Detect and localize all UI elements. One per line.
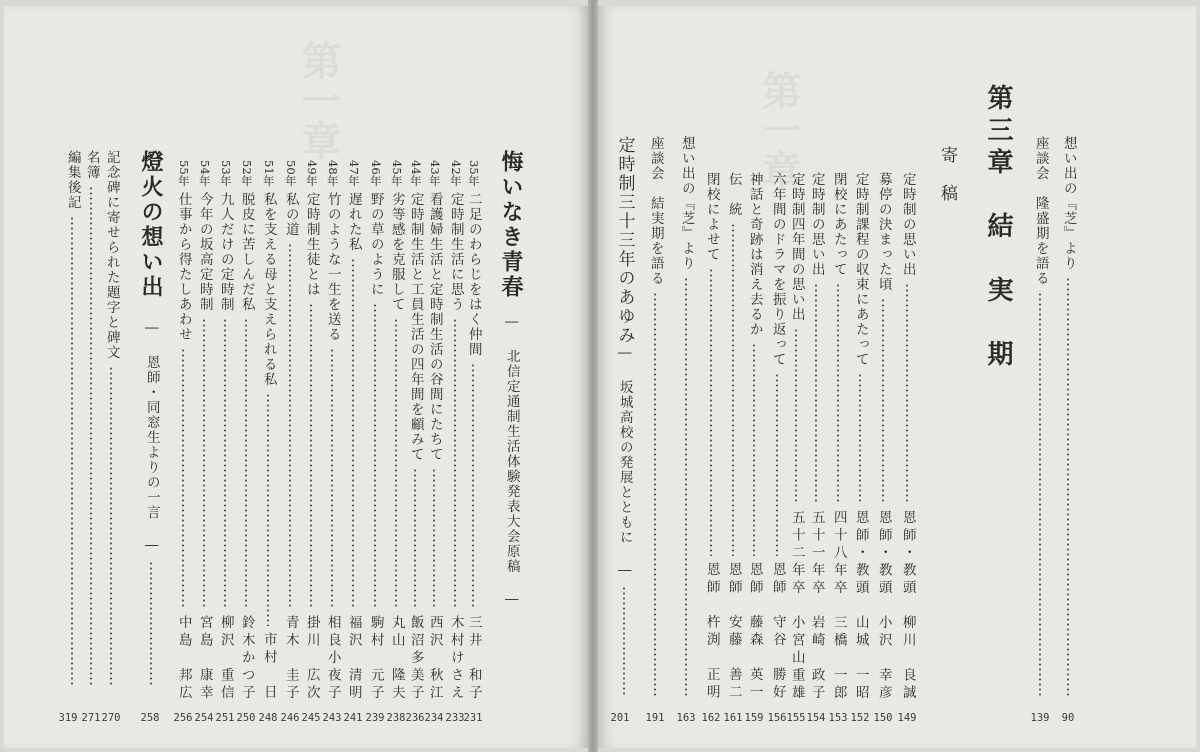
- toc-entry[interactable]: [1055, 136, 1081, 702]
- leader-dots: [352, 258, 354, 608]
- toc-entry[interactable]: [59, 150, 85, 692]
- leader-dots: [71, 216, 73, 686]
- ghost-text: 第一章: [295, 40, 342, 160]
- entry-title: 仕事から得たしあわせ: [175, 192, 192, 343]
- page-number: 248: [258, 712, 278, 724]
- leader-dots: [623, 586, 625, 696]
- entry-title: 遅れた私: [345, 192, 362, 253]
- toc-entry[interactable]: [642, 136, 668, 702]
- leader-dots: [203, 318, 205, 608]
- toc-entry[interactable]: [894, 172, 920, 702]
- leader-dots: [795, 328, 797, 504]
- entry-title: 名簿: [83, 150, 100, 180]
- entry-title: 記念碑に寄せられた題字と碑文: [103, 150, 120, 360]
- chapter-title: 第三章 結 実 期: [983, 84, 1013, 372]
- section-title: 燈火の想い出: [138, 150, 164, 300]
- toc-entry[interactable]: [870, 172, 896, 702]
- entry-title: 今年の坂高定時制: [196, 192, 213, 313]
- leader-dots: [395, 318, 397, 608]
- entry-title: 定時制三十三年のあゆみ: [614, 136, 635, 345]
- toc-entry[interactable]: [611, 136, 637, 702]
- page-number: 254: [194, 712, 214, 724]
- entry-author: 丸山 隆夫: [388, 614, 405, 702]
- entry-year: 35年: [466, 160, 481, 187]
- page-number: 241: [343, 712, 363, 724]
- entry-author: 三井 和子: [465, 614, 482, 702]
- entry-year: 47年: [346, 160, 361, 187]
- entry-title: 定時制の思い出: [808, 172, 825, 277]
- entry-title: 九人だけの定時制: [217, 192, 234, 313]
- page-number: 258: [140, 712, 160, 724]
- entry-author: 木村けさえ: [447, 614, 464, 702]
- entry-title: 脱皮に苦しんだ私: [238, 192, 255, 313]
- entry-author: 恩師・教頭 柳川 良誠: [899, 509, 916, 702]
- leader-dots: [815, 283, 817, 504]
- entry-year: 50年: [283, 160, 298, 187]
- page-number: 236: [405, 712, 425, 724]
- entry-title: 劣等感を克服して: [388, 192, 405, 313]
- leader-dots: [267, 393, 269, 626]
- entry-title: 私の道: [282, 192, 299, 238]
- entry-title: 六年間のドラマを振り返って: [769, 172, 786, 367]
- leader-dots: [654, 292, 656, 696]
- entry-author: 駒村 元子: [367, 614, 384, 702]
- entry-year: 53年: [218, 160, 233, 187]
- leader-dots: [837, 283, 839, 504]
- entry-author: 恩師・教頭 小沢 幸彦: [875, 509, 892, 702]
- page-number: 191: [645, 712, 665, 724]
- page-number: 256: [173, 712, 193, 724]
- entry-year: 43年: [427, 160, 442, 187]
- leader-dots: [685, 277, 687, 696]
- entry-year: 51年: [261, 160, 276, 187]
- entry-title: 私を支える母と支えられる私: [260, 192, 277, 388]
- entry-title: 募停の決まった頃: [875, 172, 892, 292]
- entry-title: 想い出の『芝』より: [1060, 136, 1077, 271]
- entry-author: 宮島 康幸: [196, 614, 213, 702]
- leader-dots: [245, 318, 247, 608]
- entry-author: 中島 邦広: [175, 614, 192, 702]
- entry-author: 恩師 安藤 善二: [725, 562, 742, 702]
- toc-entry[interactable]: [673, 136, 699, 702]
- toc-entry[interactable]: [1027, 136, 1053, 702]
- entry-author: 四十八年卒 三橋 一郎: [830, 509, 847, 702]
- leader-dots: [732, 223, 734, 556]
- entry-title: 定時制生徒とは: [303, 192, 320, 298]
- leader-dots: [1039, 292, 1041, 696]
- page-number: 162: [701, 712, 721, 724]
- page-number: 152: [850, 712, 870, 724]
- entry-author: 五十一年卒 岩崎 政子: [808, 509, 825, 702]
- leader-dots: [182, 348, 184, 608]
- page-number: 154: [806, 712, 826, 724]
- entry-year: 54年: [197, 160, 212, 187]
- entry-author: 掛川 広次: [303, 614, 320, 702]
- entry-year: 46年: [368, 160, 383, 187]
- page-number: 153: [828, 712, 848, 724]
- entry-author: 青木 圭子: [282, 614, 299, 702]
- page-number: 234: [424, 712, 444, 724]
- entry-title: 想い出の『芝』より: [678, 136, 695, 271]
- entry-title: 二足のわらじをはく仲間: [465, 192, 482, 358]
- leader-dots: [331, 348, 333, 608]
- leader-dots: [454, 318, 456, 608]
- page-number: 150: [873, 712, 893, 724]
- entry-title: 竹のような一生を送る: [324, 192, 341, 343]
- entry-title: 神話と奇跡は消え去るか: [746, 172, 763, 337]
- entry-author: 恩師 守谷 勝好: [769, 562, 786, 702]
- page-number: 90: [1061, 712, 1075, 724]
- entry-title: 定時制生活に思う: [447, 192, 464, 313]
- entry-year: 52年: [239, 160, 254, 187]
- entry-year: 42年: [448, 160, 463, 187]
- entry-author: 市村 日: [260, 632, 277, 702]
- entry-author: 五十二年卒 小宮山重雄: [788, 509, 805, 702]
- page-number: 163: [676, 712, 696, 724]
- leader-dots: [906, 283, 908, 504]
- book-gutter: [588, 0, 598, 752]
- entry-title: 定時制生活と工員生活の四年間を顧みて: [407, 192, 424, 463]
- toc-entry[interactable]: [138, 150, 164, 692]
- page-number: 246: [280, 712, 300, 724]
- ghost-text: 第一章: [755, 70, 802, 190]
- leader-dots: [882, 298, 884, 504]
- entry-title: 閉校にあたって: [830, 172, 847, 277]
- entry-title: 定時制四年間の思い出: [788, 172, 805, 322]
- entry-year: 48年: [325, 160, 340, 187]
- page-number: 238: [386, 712, 406, 724]
- entry-author: 飯沼多美子: [407, 614, 424, 702]
- page-number: 271: [81, 712, 101, 724]
- entry-title: 定時制の思い出: [899, 172, 916, 277]
- entry-author: 相良小夜子: [324, 614, 341, 702]
- page-number: 231: [463, 712, 483, 724]
- section-subtitle: ― 恩師・同窓生よりの一言 ―: [143, 320, 160, 555]
- leader-dots: [433, 468, 435, 608]
- entry-subtitle: ― 坂城高校の発展とともに ―: [616, 345, 633, 580]
- entry-author: 柳沢 重信: [217, 614, 234, 702]
- leader-dots: [414, 468, 416, 608]
- entry-year: 44年: [408, 160, 423, 187]
- leader-dots: [90, 186, 92, 686]
- section-subtitle: ― 北信定通制生活体験発表大会原稿 ―: [503, 314, 520, 609]
- page-number: 155: [786, 712, 806, 724]
- leader-dots: [224, 318, 226, 608]
- entry-title: 閉校によせて: [703, 172, 720, 262]
- leader-dots: [859, 373, 861, 504]
- leader-dots: [1067, 277, 1069, 696]
- section-title: 悔いなき青春: [498, 150, 524, 300]
- entry-title: 座談会 結実期を語る: [647, 136, 664, 286]
- toc-entry[interactable]: [764, 172, 790, 702]
- page-number: 250: [236, 712, 256, 724]
- leader-dots: [150, 561, 152, 686]
- leader-dots: [710, 268, 712, 556]
- page-number: 233: [445, 712, 465, 724]
- page-number: 139: [1030, 712, 1050, 724]
- page-number: 319: [58, 712, 78, 724]
- section-label: 寄 稿: [937, 146, 957, 203]
- page-number: 239: [365, 712, 385, 724]
- leader-dots: [776, 373, 778, 556]
- entry-title: 伝 統: [725, 172, 742, 217]
- entry-author: 西沢 秋江: [426, 614, 443, 702]
- entry-title: 看護婦生活と定時制生活の谷間にたちて: [426, 192, 443, 463]
- page-number: 245: [301, 712, 321, 724]
- page-number: 270: [101, 712, 121, 724]
- entry-title: 野の草のように: [367, 192, 384, 298]
- leader-dots: [374, 303, 376, 608]
- entry-title: 座談会 隆盛期を語る: [1032, 136, 1049, 286]
- entry-year: 49年: [304, 160, 319, 187]
- page-number: 156: [767, 712, 787, 724]
- page-number: 149: [897, 712, 917, 724]
- entry-title: 編集後記: [64, 150, 81, 210]
- entry-author: 福沢 清明: [345, 614, 362, 702]
- page-number: 243: [322, 712, 342, 724]
- toc-entry[interactable]: [170, 160, 196, 702]
- leader-dots: [289, 243, 291, 608]
- page-number: 201: [610, 712, 630, 724]
- entry-year: 55年: [176, 160, 191, 187]
- leader-dots: [310, 303, 312, 608]
- entry-author: 鈴木かつ子: [238, 614, 255, 702]
- entry-year: 45年: [389, 160, 404, 187]
- toc-entry[interactable]: [698, 172, 724, 702]
- section-header: [498, 150, 524, 609]
- page-number: 251: [215, 712, 235, 724]
- entry-author: 恩師・教頭 山城 一昭: [852, 509, 869, 702]
- leader-dots: [753, 343, 755, 556]
- entry-title: 定時制課程の収束にあたって: [852, 172, 869, 367]
- leader-dots: [472, 363, 474, 608]
- entry-author: 恩師 藤森 英一: [746, 562, 763, 702]
- entry-author: 恩師 杵渕 正明: [703, 562, 720, 702]
- page-number: 161: [723, 712, 743, 724]
- leader-dots: [110, 366, 112, 686]
- page-number: 159: [744, 712, 764, 724]
